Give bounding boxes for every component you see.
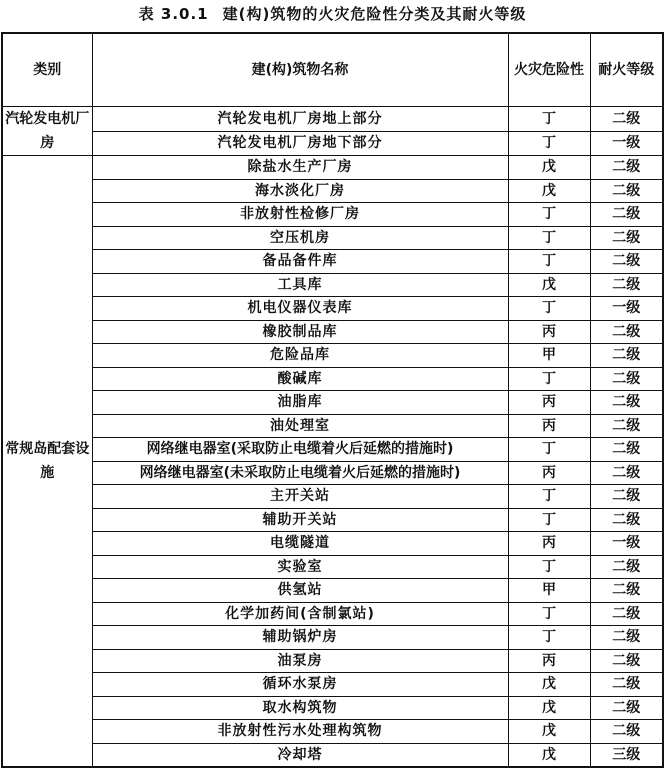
- fire-rating-cell: 二级: [590, 461, 663, 485]
- fire-rating-cell: 二级: [590, 414, 663, 438]
- table-row: [2, 461, 663, 485]
- building-name-cell: 非放射性检修厂房: [92, 203, 508, 227]
- table-row: [2, 579, 663, 603]
- header-fire-hazard: 火灾危险性: [508, 33, 590, 107]
- building-name-cell: 网络继电器室(未采取防止电缆着火后延燃的措施时): [92, 461, 508, 485]
- fire-rating-cell: 二级: [590, 226, 663, 250]
- fire-hazard-cell: 甲: [508, 579, 590, 603]
- building-name-cell: 汽轮发电机厂房地下部分: [92, 131, 508, 156]
- building-name-cell: 化学加药间(含制氯站): [92, 602, 508, 626]
- table-row: [2, 532, 663, 556]
- fire-hazard-cell: 丁: [508, 250, 590, 274]
- fire-rating-cell: 二级: [590, 673, 663, 697]
- table-header: [2, 33, 663, 107]
- fire-hazard-cell: 丁: [508, 508, 590, 532]
- building-name-cell: 油脂库: [92, 391, 508, 415]
- building-name-cell: 主开关站: [92, 485, 508, 509]
- table-body: [2, 107, 663, 768]
- table-row: [2, 203, 663, 227]
- fire-hazard-cell: 丁: [508, 367, 590, 391]
- building-name-cell: 实验室: [92, 555, 508, 579]
- header-row: [2, 33, 663, 107]
- table-row: [2, 485, 663, 509]
- table-row: [2, 131, 663, 156]
- table-row: [2, 273, 663, 297]
- fire-hazard-cell: 丙: [508, 320, 590, 344]
- building-name-cell: 冷却塔: [92, 743, 508, 767]
- table-row: [2, 391, 663, 415]
- fire-hazard-cell: 丙: [508, 649, 590, 673]
- table-row: [2, 555, 663, 579]
- table-title: 建(构)筑物的火灾危险性分类及其耐火等级: [222, 5, 527, 23]
- fire-hazard-cell: 丙: [508, 414, 590, 438]
- header-fire-rating: 耐火等级: [590, 33, 663, 107]
- fire-rating-cell: 二级: [590, 391, 663, 415]
- table-row: [2, 250, 663, 274]
- fire-hazard-cell: 丙: [508, 461, 590, 485]
- table-row: [2, 156, 663, 180]
- fire-rating-cell: 二级: [590, 367, 663, 391]
- table-number: 表 3.0.1: [138, 5, 209, 23]
- table-row: [2, 344, 663, 368]
- building-name-cell: 供氢站: [92, 579, 508, 603]
- building-name-cell: 橡胶制品库: [92, 320, 508, 344]
- fire-hazard-cell: 丁: [508, 297, 590, 321]
- building-name-cell: 非放射性污水处理构筑物: [92, 720, 508, 744]
- table-row: [2, 696, 663, 720]
- fire-rating-cell: 二级: [590, 107, 663, 132]
- fire-hazard-cell: 戊: [508, 156, 590, 180]
- fire-hazard-cell: 戊: [508, 743, 590, 767]
- fire-hazard-cell: 丁: [508, 602, 590, 626]
- building-name-cell: 海水淡化厂房: [92, 179, 508, 203]
- table-row: [2, 673, 663, 697]
- fire-hazard-cell: 戊: [508, 696, 590, 720]
- fire-hazard-cell: 戊: [508, 673, 590, 697]
- fire-hazard-cell: 丁: [508, 485, 590, 509]
- fire-hazard-cell: 丁: [508, 626, 590, 650]
- fire-rating-cell: 二级: [590, 555, 663, 579]
- fire-hazard-cell: 戊: [508, 720, 590, 744]
- fire-hazard-cell: 戊: [508, 273, 590, 297]
- building-name-cell: 工具库: [92, 273, 508, 297]
- fire-rating-cell: 二级: [590, 344, 663, 368]
- table-row: [2, 179, 663, 203]
- fire-rating-cell: 三级: [590, 743, 663, 767]
- fire-rating-cell: 二级: [590, 273, 663, 297]
- header-category: 类别: [2, 33, 92, 107]
- building-name-cell: 辅助锅炉房: [92, 626, 508, 650]
- fire-hazard-cell: 丙: [508, 391, 590, 415]
- building-name-cell: 危险品库: [92, 344, 508, 368]
- table-row: [2, 720, 663, 744]
- header-building-name: 建(构)筑物名称: [92, 33, 508, 107]
- building-name-cell: 备品备件库: [92, 250, 508, 274]
- building-name-cell: 辅助开关站: [92, 508, 508, 532]
- fire-rating-cell: 二级: [590, 250, 663, 274]
- category-cell: 常规岛配套设施: [2, 156, 92, 768]
- table-row: [2, 602, 663, 626]
- table-row: [2, 367, 663, 391]
- building-name-cell: 汽轮发电机厂房地上部分: [92, 107, 508, 132]
- fire-hazard-cell: 甲: [508, 344, 590, 368]
- table-row: [2, 743, 663, 767]
- building-name-cell: 油泵房: [92, 649, 508, 673]
- fire-hazard-cell: 丁: [508, 203, 590, 227]
- fire-rating-cell: 二级: [590, 649, 663, 673]
- fire-rating-cell: 二级: [590, 696, 663, 720]
- building-name-cell: 空压机房: [92, 226, 508, 250]
- fire-rating-cell: 二级: [590, 720, 663, 744]
- fire-hazard-cell: 丁: [508, 438, 590, 462]
- table-row: [2, 438, 663, 462]
- fire-hazard-cell: 丁: [508, 107, 590, 132]
- fire-rating-cell: 二级: [590, 602, 663, 626]
- building-name-cell: 网络继电器室(采取防止电缆着火后延燃的措施时): [92, 438, 508, 462]
- fire-rating-cell: 二级: [590, 485, 663, 509]
- fire-rating-cell: 二级: [590, 179, 663, 203]
- building-name-cell: 机电仪器仪表库: [92, 297, 508, 321]
- table-row: [2, 626, 663, 650]
- table-row: [2, 649, 663, 673]
- fire-rating-cell: 二级: [590, 579, 663, 603]
- fire-rating-table: [1, 32, 664, 768]
- fire-rating-cell: 一级: [590, 131, 663, 156]
- table-row: [2, 107, 663, 132]
- table-row: [2, 320, 663, 344]
- table-row: [2, 297, 663, 321]
- building-name-cell: 油处理室: [92, 414, 508, 438]
- building-name-cell: 除盐水生产厂房: [92, 156, 508, 180]
- fire-hazard-cell: 丁: [508, 131, 590, 156]
- fire-hazard-cell: 丁: [508, 555, 590, 579]
- fire-rating-cell: 一级: [590, 532, 663, 556]
- fire-rating-cell: 一级: [590, 297, 663, 321]
- building-name-cell: 酸碱库: [92, 367, 508, 391]
- table-row: [2, 508, 663, 532]
- fire-rating-cell: 二级: [590, 626, 663, 650]
- category-cell: 汽轮发电机厂房: [2, 107, 92, 156]
- fire-rating-cell: 二级: [590, 508, 663, 532]
- building-name-cell: 取水构筑物: [92, 696, 508, 720]
- fire-hazard-cell: 丁: [508, 226, 590, 250]
- building-name-cell: 电缆隧道: [92, 532, 508, 556]
- fire-rating-cell: 二级: [590, 438, 663, 462]
- building-name-cell: 循环水泵房: [92, 673, 508, 697]
- table-caption: [0, 0, 665, 28]
- fire-hazard-cell: 戊: [508, 179, 590, 203]
- fire-hazard-cell: 丙: [508, 532, 590, 556]
- fire-rating-cell: 二级: [590, 156, 663, 180]
- table-row: [2, 414, 663, 438]
- table-row: [2, 226, 663, 250]
- fire-rating-cell: 二级: [590, 203, 663, 227]
- fire-rating-cell: 二级: [590, 320, 663, 344]
